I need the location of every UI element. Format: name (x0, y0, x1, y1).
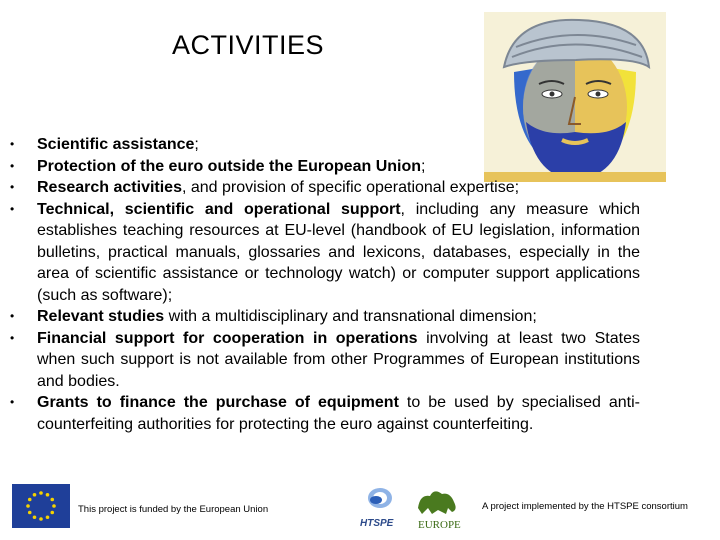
eu-star-icon (46, 493, 50, 497)
item-text: ; (421, 157, 426, 175)
list-item (10, 134, 640, 156)
item-text: involving at least two States when such support is not available from other Programmes of European institutions and bodies. (37, 329, 640, 390)
list-item (10, 156, 640, 178)
eu-star-icon (52, 504, 56, 508)
item-text: , including any measure which establishes teaching resources at EU-level (handbook of EU legislation, information bulletins, practical manuals, glossaries and lexicons, databases, especially in the area of scientific assistance or technology watch) or computer support applications (such as software); (37, 200, 640, 304)
eu-star-icon (50, 511, 54, 515)
eu-star-icon (46, 515, 50, 519)
eu-star-icon (28, 498, 32, 502)
item-bold-text: Protection of the euro outside the European Union (37, 157, 422, 175)
item-bold-text: Grants to finance the purchase of equipment (37, 394, 399, 411)
list-item (10, 177, 640, 199)
item-bold-text: Research activities (37, 179, 182, 196)
htspe-logo-text: HTSPE (360, 518, 394, 529)
list-item (10, 392, 640, 435)
bullet-icon: • (10, 137, 15, 151)
bullet-icon: • (10, 309, 15, 323)
item-bold-text: Relevant studies (37, 308, 165, 325)
eu-star-icon (28, 511, 32, 515)
bullet-icon: • (10, 395, 15, 409)
list-item (10, 328, 640, 393)
bullet-icon: • (10, 201, 15, 216)
eu-star-icon (39, 491, 43, 495)
europe-logo-text: EUROPE (418, 519, 461, 531)
htspe-europe-logo (358, 484, 470, 534)
activities-list (10, 134, 640, 435)
eu-star-icon (33, 515, 37, 519)
item-text: , and provision of specific operational expertise; (181, 179, 520, 196)
eu-flag-icon (12, 484, 70, 528)
eu-star-icon (39, 517, 43, 521)
eu-star-icon (33, 493, 37, 497)
item-bold-text: Scientific assistance (37, 136, 195, 153)
eu-star-icon (26, 504, 30, 508)
implementer-note: A project implemented by the HTSPE consortium (482, 501, 688, 512)
list-item (10, 199, 640, 307)
funding-note: This project is funded by the European Union (78, 504, 269, 515)
eu-star-icon (50, 498, 54, 502)
bullet-icon: • (10, 158, 15, 173)
bullet-icon: • (10, 330, 15, 345)
list-item (10, 306, 640, 328)
item-text: ; (194, 136, 199, 153)
bullet-icon: • (10, 180, 15, 194)
page-title: ACTIVITIES (172, 30, 325, 60)
item-bold-text: Financial support for cooperation in operations (37, 329, 418, 347)
item-bold-text: Technical, scientific and operational support (37, 200, 401, 218)
item-text: to be used by specialised anti-counterfeiting authorities for protecting the euro against counterfeiting. (37, 394, 641, 433)
item-text: with a multidisciplinary and transnational dimension; (164, 308, 537, 325)
